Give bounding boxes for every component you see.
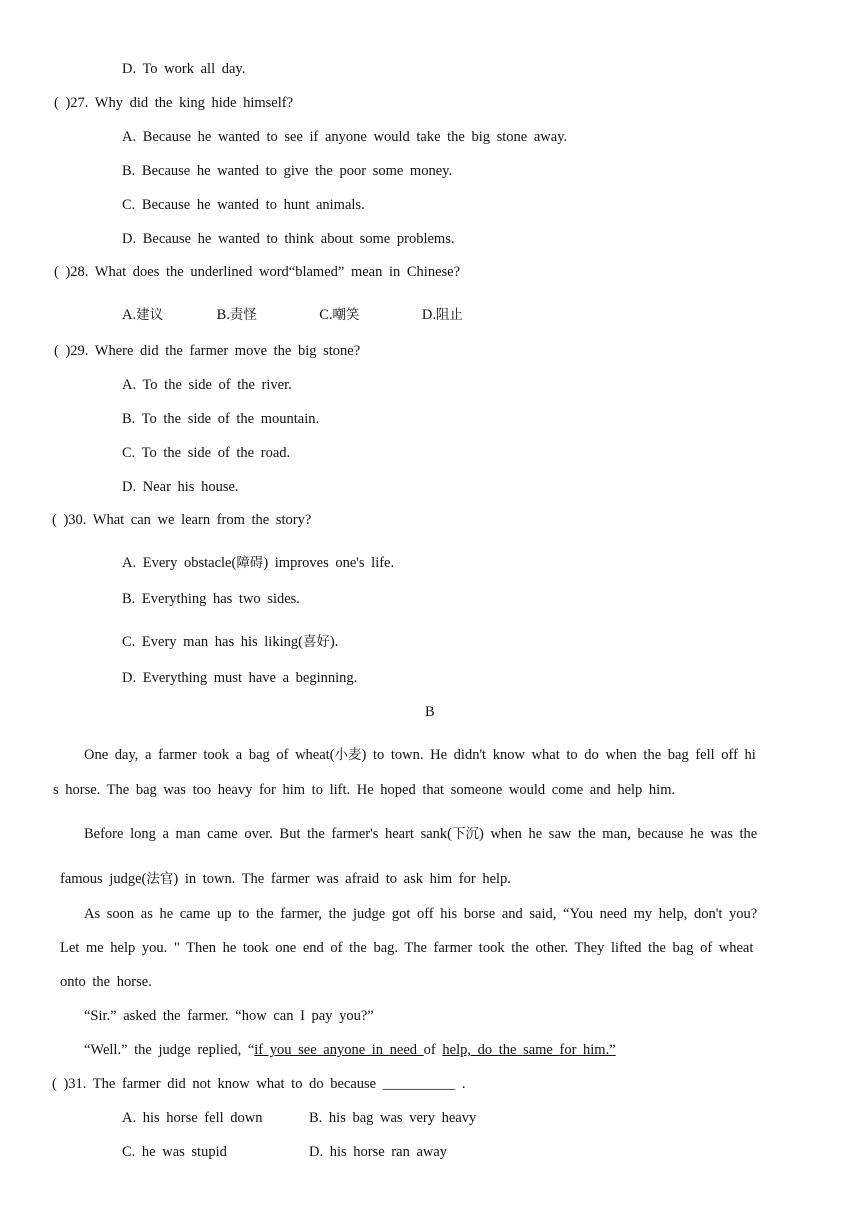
underlined-text: help, do the same for him.” <box>442 1042 616 1058</box>
passage-p4: “Sir.” asked the farmer. “how can I pay you?” <box>84 1008 374 1024</box>
passage-p1-line2: s horse. The bag was too heavy for him to lift. He hoped that someone would come and help him. <box>53 782 676 798</box>
q31-option-b: B. his bag was very heavy <box>309 1110 477 1126</box>
q30-option-b: B. Everything has two sides. <box>122 591 300 607</box>
answer-bracket[interactable]: ( ) <box>54 264 71 280</box>
underlined-text: if you see anyone in need <box>254 1042 424 1058</box>
q30-option-c: C. Every man has his liking(喜好). <box>122 634 339 650</box>
passage-p5: “Well.” the judge replied, “if you see anyone in need of help, do the same for him.” <box>84 1042 616 1058</box>
q29-option-c: C. To the side of the road. <box>122 445 291 461</box>
q29-option-d: D. Near his house. <box>122 479 239 495</box>
q27-option-c: C. Because he wanted to hunt animals. <box>122 197 365 213</box>
q27-option-b: B. Because he wanted to give the poor some money. <box>122 163 453 179</box>
passage-p1-line1: One day, a farmer took a bag of wheat(小麦) to town. He didn't know what to do when the bag fell off hi <box>84 747 756 763</box>
passage-p3-line2: Let me help you. " Then he took one end of the bag. The farmer took the other. They lifted the bag of wheat <box>60 940 754 956</box>
q31-question <box>52 1076 465 1093</box>
passage-p2-line2: famous judge(法官) in town. The farmer was afraid to ask him for help. <box>60 871 511 887</box>
question-stem: 28. What does the underlined word“blamed” mean in Chinese? <box>70 264 461 280</box>
q31-option-c: C. he was stupid <box>122 1144 227 1160</box>
q31-option-d: D. his horse ran away <box>309 1144 448 1160</box>
section-heading: B <box>425 704 435 720</box>
passage-p3-line3: onto the horse. <box>60 974 152 990</box>
q30-option-d: D. Everything must have a beginning. <box>122 670 358 686</box>
question-stem: 27. Why did the king hide himself? <box>70 95 294 111</box>
answer-bracket[interactable]: ( ) <box>54 95 71 111</box>
q28-option-c: C.嘲笑 <box>319 307 360 323</box>
answer-bracket[interactable]: ( ) <box>52 512 69 528</box>
q30-option-a: A. Every obstacle(障碍) improves one's life. <box>122 555 395 571</box>
q31-option-a: A. his horse fell down <box>122 1110 263 1126</box>
question-stem: 29. Where did the farmer move the big stone? <box>70 343 361 359</box>
q27-option-a: A. Because he wanted to see if anyone would take the big stone away. <box>122 129 568 145</box>
q30-question <box>52 512 311 529</box>
q28-option-d: D.阻止 <box>421 307 463 323</box>
q28-options <box>122 303 463 324</box>
q29-question <box>54 343 360 360</box>
passage-p2-line1: Before long a man came over. But the farmer's heart sank(下沉) when he saw the man, because he was the <box>84 826 758 842</box>
question-stem: 31. The farmer did not know what to do because __________ . <box>68 1076 466 1092</box>
q26-option-d: D. To work all day. <box>122 61 246 77</box>
q29-option-b: B. To the side of the mountain. <box>122 411 320 427</box>
q28-option-b: B.责怪 <box>216 307 257 323</box>
question-stem: 30. What can we learn from the story? <box>68 512 312 528</box>
answer-bracket[interactable]: ( ) <box>54 343 71 359</box>
answer-bracket[interactable]: ( ) <box>52 1076 69 1092</box>
q29-option-a: A. To the side of the river. <box>122 377 292 393</box>
q27-option-d: D. Because he wanted to think about some problems. <box>122 231 455 247</box>
q27-question <box>54 95 293 112</box>
passage-p3-line1: As soon as he came up to the farmer, the judge got off his borse and said, “You need my help, don't you? <box>84 906 758 922</box>
q28-option-a: A.建议 <box>122 307 164 323</box>
q28-question <box>54 264 460 281</box>
